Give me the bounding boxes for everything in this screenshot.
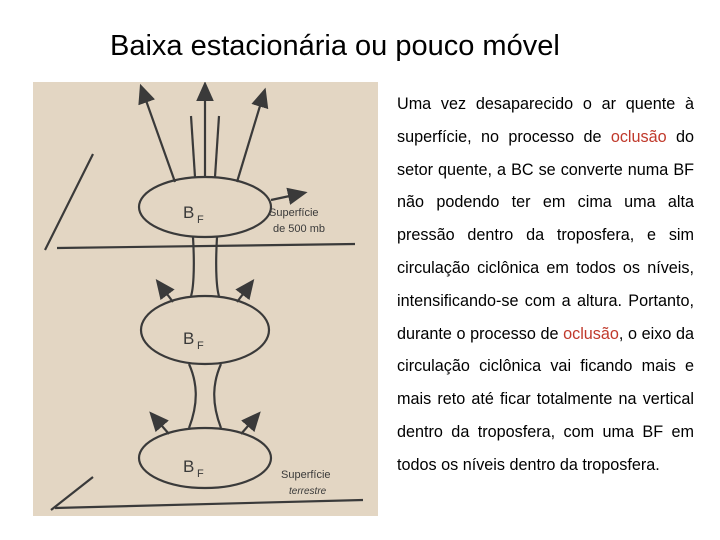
arrow-low-left	[155, 418, 169, 434]
neck-left	[189, 364, 196, 428]
bf-label-middle: B	[183, 329, 195, 348]
upper-low-ellipse	[139, 177, 271, 237]
cyclone-diagram	[33, 82, 378, 516]
ground-surface-line	[51, 477, 93, 510]
arrow-mid-left	[161, 286, 173, 302]
upper-surface-label-1: Superfície	[269, 207, 319, 219]
highlight-oclusao-2: oclusão	[563, 324, 619, 343]
middle-low-ellipse	[141, 296, 269, 364]
text-part-1: Uma vez desaparecido o ar quente à superfície, no processo de	[397, 95, 694, 146]
axis-left	[191, 116, 195, 177]
axis-right	[215, 116, 219, 177]
bf-sub-top: F	[197, 214, 204, 226]
upper-surface-label-2: de 500 mb	[273, 223, 325, 235]
highlight-oclusao-1: oclusão	[610, 127, 667, 146]
arrow-up-right	[237, 96, 263, 182]
bf-label-bottom: B	[183, 457, 195, 476]
slide-title: Baixa estacionária ou pouco móvel	[110, 30, 560, 62]
arrow-up-left	[143, 92, 175, 182]
upper-surface-line	[45, 154, 93, 250]
explanation-paragraph	[397, 88, 694, 482]
ground-surface-label-2: terrestre	[289, 486, 327, 497]
arrow-mid-right	[237, 286, 249, 302]
bf-sub-bottom: F	[197, 468, 204, 480]
text-part-2: do setor quente, a BC se converte numa BF não podendo ter em cima uma alta pressão dentro da troposfera, e sim circulação ciclônica em todos os níveis, intensificando-se com a altura. Portanto, durante o processo de	[397, 127, 694, 343]
ground-surface-base	[55, 500, 363, 508]
cyclone-diagram-svg	[33, 82, 378, 516]
neck-right	[214, 364, 221, 428]
ground-surface-label-1: Superfície	[281, 469, 331, 481]
arrow-low-right	[241, 418, 255, 434]
surface-low-ellipse	[139, 428, 271, 488]
bf-sub-middle: F	[197, 340, 204, 352]
upper-surface-base	[57, 244, 355, 248]
arrow-right-upper	[271, 194, 299, 200]
text-part-3: , o eixo da circulação ciclônica vai ficando mais e mais reto até ficar totalmente na vertical dentro da troposfera, com uma BF em todos os níveis dentro da troposfera.	[397, 324, 694, 474]
bf-label-top: B	[183, 203, 195, 222]
